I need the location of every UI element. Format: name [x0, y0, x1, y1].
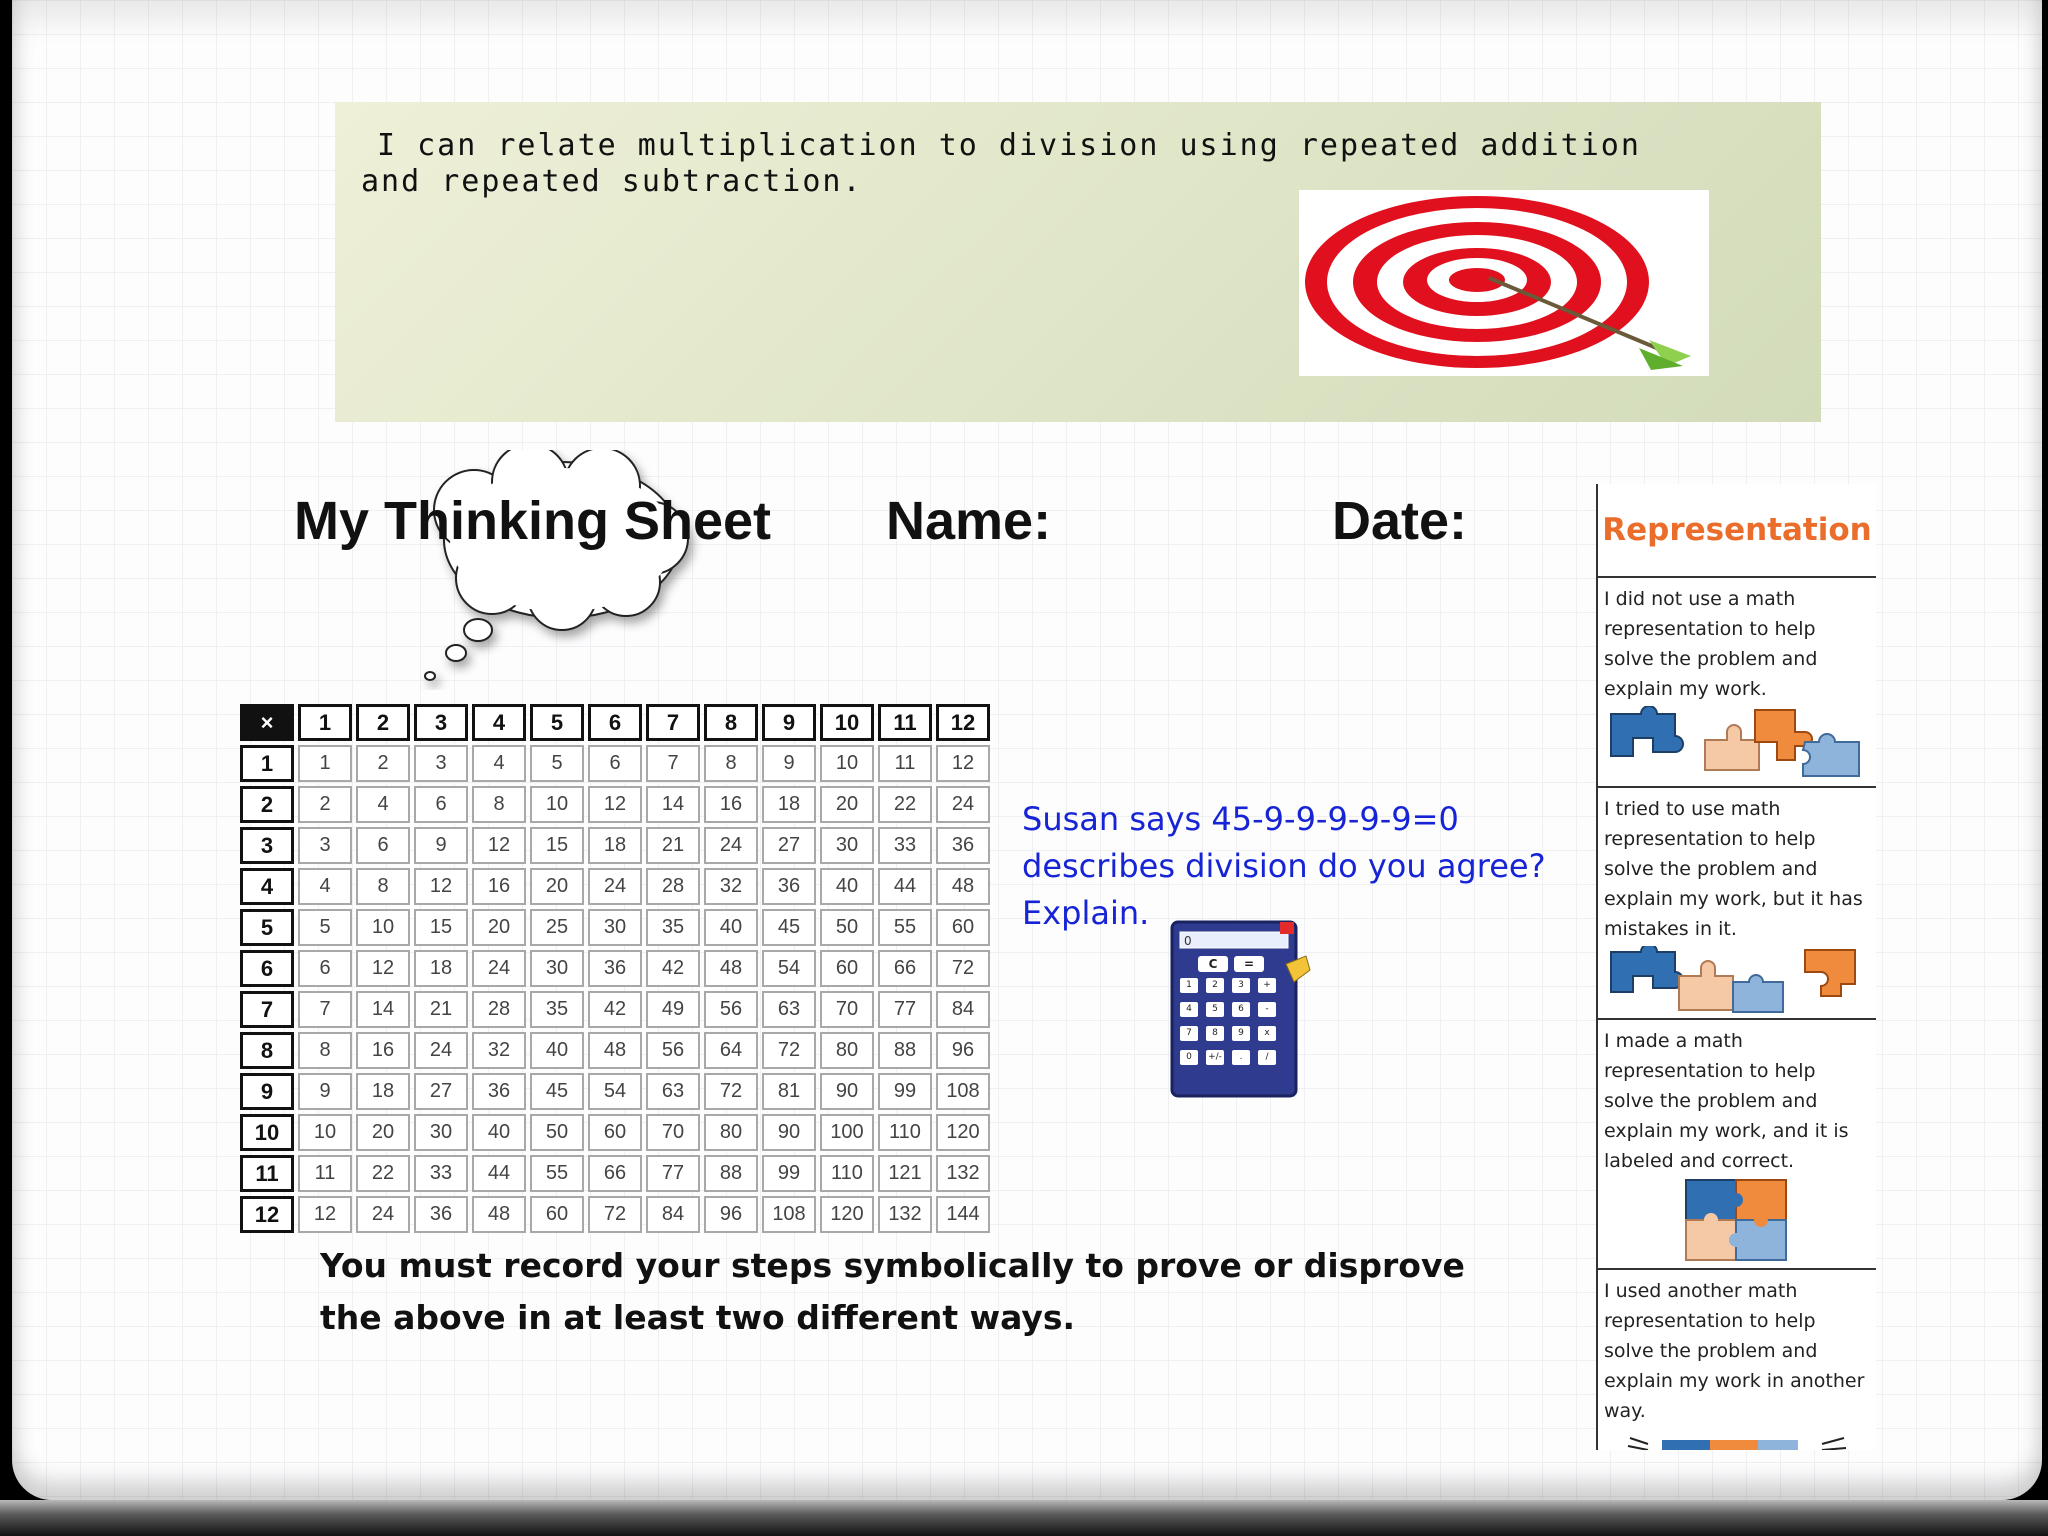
- table-cell: 110: [878, 1114, 932, 1151]
- table-cell: 100: [820, 1114, 874, 1151]
- rubric-level-2: [1598, 788, 1876, 1020]
- calc-key: =: [1234, 956, 1264, 972]
- table-cell: 18: [762, 786, 816, 823]
- table-cell: 72: [762, 1032, 816, 1069]
- table-cell: 33: [414, 1155, 468, 1192]
- table-cell: 4: [356, 786, 410, 823]
- table-cell: 55: [878, 909, 932, 946]
- slide: [12, 0, 2042, 1500]
- table-cell: 33: [878, 827, 932, 864]
- table-cell: 9: [762, 745, 816, 782]
- puzzle-pieces-attempt-icon: [1605, 946, 1869, 1016]
- learning-objective: I can relate multiplication to division using repeated addition and repeated subtraction.: [361, 128, 1641, 199]
- table-cell: 27: [762, 827, 816, 864]
- slide-bottom-edge: [0, 1500, 2048, 1536]
- table-row-header: 1: [240, 745, 294, 782]
- table-cell: 49: [646, 991, 700, 1028]
- multiplication-table: [236, 700, 994, 1237]
- table-cell: 8: [472, 786, 526, 823]
- puzzle-pieces-another-way-icon: [1622, 1428, 1852, 1450]
- table-cell: 3: [414, 745, 468, 782]
- table-cell: 30: [588, 909, 642, 946]
- calc-key: /: [1258, 1050, 1276, 1065]
- table-cell: 40: [472, 1114, 526, 1151]
- table-cell: 90: [820, 1073, 874, 1110]
- calc-key: 2: [1206, 978, 1224, 993]
- table-cell: 24: [704, 827, 758, 864]
- table-cell: 6: [414, 786, 468, 823]
- table-cell: 132: [878, 1196, 932, 1233]
- table-cell: 50: [530, 1114, 584, 1151]
- rubric-level-text: I did not use a math representation to help solve the problem and explain my work.: [1604, 588, 1818, 700]
- table-cell: 50: [820, 909, 874, 946]
- table-cell: 5: [530, 745, 584, 782]
- table-cell: 4: [472, 745, 526, 782]
- table-cell: 8: [298, 1032, 352, 1069]
- table-cell: 99: [878, 1073, 932, 1110]
- table-cell: 6: [356, 827, 410, 864]
- table-cell: 84: [646, 1196, 700, 1233]
- table-row: [240, 1073, 990, 1110]
- table-cell: 40: [820, 868, 874, 905]
- table-cell: 144: [936, 1196, 990, 1233]
- table-column-header: 2: [356, 704, 410, 741]
- table-header-row: [240, 704, 990, 741]
- table-row: [240, 991, 990, 1028]
- table-cell: 54: [588, 1073, 642, 1110]
- table-cell: 12: [472, 827, 526, 864]
- table-row-header: 9: [240, 1073, 294, 1110]
- table-cell: 22: [878, 786, 932, 823]
- table-cell: 48: [704, 950, 758, 987]
- table-cell: 16: [704, 786, 758, 823]
- table-row: [240, 1155, 990, 1192]
- table-cell: 24: [472, 950, 526, 987]
- calc-key: +: [1258, 978, 1276, 993]
- table-cell: 40: [530, 1032, 584, 1069]
- table-cell: 24: [936, 786, 990, 823]
- calc-key: +/-: [1206, 1050, 1224, 1065]
- representation-rubric: [1596, 484, 1876, 1450]
- table-cell: 72: [936, 950, 990, 987]
- table-cell: 2: [356, 745, 410, 782]
- table-cell: 20: [472, 909, 526, 946]
- table-cell: 18: [414, 950, 468, 987]
- table-column-header: 11: [878, 704, 932, 741]
- table-row-header: 5: [240, 909, 294, 946]
- table-row-header: 8: [240, 1032, 294, 1069]
- table-cell: 96: [936, 1032, 990, 1069]
- table-row: [240, 786, 990, 823]
- table-cell: 64: [704, 1032, 758, 1069]
- puzzle-pieces-apart-icon: [1605, 706, 1869, 778]
- table-cell: 90: [762, 1114, 816, 1151]
- table-row: [240, 1114, 990, 1151]
- table-column-header: 6: [588, 704, 642, 741]
- table-cell: 35: [646, 909, 700, 946]
- table-cell: 11: [878, 745, 932, 782]
- calc-key: 6: [1232, 1002, 1250, 1017]
- table-cell: 48: [588, 1032, 642, 1069]
- table-cell: 20: [356, 1114, 410, 1151]
- table-cell: 56: [704, 991, 758, 1028]
- table-row-header: 6: [240, 950, 294, 987]
- date-label: Date:: [1332, 491, 1468, 551]
- table-cell: 88: [704, 1155, 758, 1192]
- table-cell: 16: [356, 1032, 410, 1069]
- table-cell: 44: [878, 868, 932, 905]
- table-cell: 40: [704, 909, 758, 946]
- table-cell: 10: [820, 745, 874, 782]
- table-row-header: 4: [240, 868, 294, 905]
- calc-display: 0: [1184, 934, 1192, 948]
- table-row-header: 10: [240, 1114, 294, 1151]
- table-cell: 108: [936, 1073, 990, 1110]
- table-corner-cell: ×: [240, 704, 294, 741]
- table-cell: 36: [762, 868, 816, 905]
- calc-key: 4: [1180, 1002, 1198, 1017]
- table-row: [240, 827, 990, 864]
- table-cell: 6: [588, 745, 642, 782]
- table-cell: 5: [298, 909, 352, 946]
- table-cell: 45: [762, 909, 816, 946]
- table-row: [240, 868, 990, 905]
- table-cell: 16: [472, 868, 526, 905]
- table-cell: 110: [820, 1155, 874, 1192]
- table-cell: 14: [356, 991, 410, 1028]
- table-cell: 6: [298, 950, 352, 987]
- table-cell: 18: [588, 827, 642, 864]
- table-cell: 120: [820, 1196, 874, 1233]
- table-cell: 84: [936, 991, 990, 1028]
- calc-key: 5: [1206, 1002, 1224, 1017]
- table-cell: 30: [414, 1114, 468, 1151]
- table-cell: 72: [704, 1073, 758, 1110]
- table-cell: 9: [414, 827, 468, 864]
- table-cell: 48: [472, 1196, 526, 1233]
- table-cell: 70: [646, 1114, 700, 1151]
- prompt-line: describes division do you agree?: [1022, 847, 1546, 885]
- table-row-header: 12: [240, 1196, 294, 1233]
- table-cell: 20: [820, 786, 874, 823]
- table-cell: 70: [820, 991, 874, 1028]
- table-cell: 56: [646, 1032, 700, 1069]
- table-cell: 7: [298, 991, 352, 1028]
- problem-prompt: [1022, 796, 1562, 937]
- table-cell: 30: [530, 950, 584, 987]
- table-column-header: 10: [820, 704, 874, 741]
- rubric-level-3: [1598, 1020, 1876, 1270]
- table-cell: 3: [298, 827, 352, 864]
- calc-key: 9: [1232, 1026, 1250, 1041]
- table-cell: 66: [588, 1155, 642, 1192]
- rubric-level-1: [1598, 578, 1876, 788]
- table-cell: 32: [472, 1032, 526, 1069]
- calc-key: 8: [1206, 1026, 1224, 1041]
- rubric-title: Representation: [1598, 484, 1876, 578]
- table-cell: 11: [298, 1155, 352, 1192]
- table-row: [240, 950, 990, 987]
- table-cell: 96: [704, 1196, 758, 1233]
- table-cell: 24: [356, 1196, 410, 1233]
- table-cell: 24: [588, 868, 642, 905]
- target-icon: [1299, 190, 1709, 376]
- table-cell: 8: [356, 868, 410, 905]
- table-cell: 77: [878, 991, 932, 1028]
- table-cell: 8: [704, 745, 758, 782]
- table-cell: 21: [414, 991, 468, 1028]
- table-cell: 60: [588, 1114, 642, 1151]
- sheet-title: My Thinking Sheet: [294, 491, 772, 551]
- calc-key: C: [1198, 956, 1228, 972]
- prompt-line: Explain.: [1022, 894, 1150, 932]
- rubric-level-text: I tried to use math representation to help solve the problem and explain my work, but it has mistakes in it.: [1604, 798, 1863, 940]
- table-row-header: 11: [240, 1155, 294, 1192]
- table-row: [240, 1032, 990, 1069]
- table-cell: 32: [704, 868, 758, 905]
- table-column-header: 9: [762, 704, 816, 741]
- table-column-header: 7: [646, 704, 700, 741]
- table-cell: 35: [530, 991, 584, 1028]
- table-row: [240, 909, 990, 946]
- table-cell: 1: [298, 745, 352, 782]
- table-cell: 21: [646, 827, 700, 864]
- table-cell: 77: [646, 1155, 700, 1192]
- table-cell: 99: [762, 1155, 816, 1192]
- table-row: [240, 745, 990, 782]
- table-cell: 36: [472, 1073, 526, 1110]
- rubric-level-4: [1598, 1270, 1876, 1450]
- calc-key: 0: [1180, 1050, 1198, 1065]
- table-cell: 12: [356, 950, 410, 987]
- table-cell: 36: [936, 827, 990, 864]
- table-cell: 66: [878, 950, 932, 987]
- calc-key: 3: [1232, 978, 1250, 993]
- table-cell: 18: [356, 1073, 410, 1110]
- table-row-header: 3: [240, 827, 294, 864]
- table-column-header: 4: [472, 704, 526, 741]
- table-cell: 81: [762, 1073, 816, 1110]
- table-cell: 120: [936, 1114, 990, 1151]
- table-row-header: 2: [240, 786, 294, 823]
- table-cell: 4: [298, 868, 352, 905]
- table-cell: 15: [530, 827, 584, 864]
- table-cell: 10: [530, 786, 584, 823]
- table-cell: 63: [646, 1073, 700, 1110]
- table-cell: 60: [936, 909, 990, 946]
- puzzle-pieces-complete-icon: [1682, 1178, 1792, 1264]
- table-cell: 60: [530, 1196, 584, 1233]
- table-cell: 54: [762, 950, 816, 987]
- calc-key: 1: [1180, 978, 1198, 993]
- table-cell: 24: [414, 1032, 468, 1069]
- table-cell: 45: [530, 1073, 584, 1110]
- table-cell: 10: [356, 909, 410, 946]
- table-column-header: 3: [414, 704, 468, 741]
- name-label: Name:: [886, 491, 1052, 551]
- table-cell: 27: [414, 1073, 468, 1110]
- calculator-icon: [1170, 920, 1312, 1100]
- table-cell: 12: [588, 786, 642, 823]
- table-cell: 7: [646, 745, 700, 782]
- table-cell: 30: [820, 827, 874, 864]
- table-cell: 20: [530, 868, 584, 905]
- table-column-header: 8: [704, 704, 758, 741]
- table-cell: 44: [472, 1155, 526, 1192]
- table-cell: 28: [472, 991, 526, 1028]
- calc-key: .: [1232, 1050, 1250, 1065]
- table-column-header: 1: [298, 704, 352, 741]
- learning-target-banner: [335, 102, 1821, 422]
- table-cell: 55: [530, 1155, 584, 1192]
- table-cell: 88: [878, 1032, 932, 1069]
- table-row-header: 7: [240, 991, 294, 1028]
- calc-key: -: [1258, 1002, 1276, 1017]
- table-cell: 60: [820, 950, 874, 987]
- table-cell: 36: [588, 950, 642, 987]
- table-cell: 28: [646, 868, 700, 905]
- thought-cloud-icon: [412, 450, 712, 690]
- table-cell: 10: [298, 1114, 352, 1151]
- calculator-keypad: [1180, 956, 1286, 1065]
- table-cell: 12: [414, 868, 468, 905]
- table-cell: 42: [588, 991, 642, 1028]
- table-cell: 72: [588, 1196, 642, 1233]
- table-cell: 48: [936, 868, 990, 905]
- calc-key: 7: [1180, 1026, 1198, 1041]
- table-cell: 80: [704, 1114, 758, 1151]
- table-cell: 2: [298, 786, 352, 823]
- rubric-level-text: I used another math representation to help solve the problem and explain my work in another way.: [1604, 1280, 1865, 1422]
- table-row: [240, 1196, 990, 1233]
- table-cell: 80: [820, 1032, 874, 1069]
- table-cell: 121: [878, 1155, 932, 1192]
- table-cell: 63: [762, 991, 816, 1028]
- calc-key: x: [1258, 1026, 1276, 1041]
- table-cell: 36: [414, 1196, 468, 1233]
- prompt-line: Susan says 45-9-9-9-9-9=0: [1022, 800, 1459, 838]
- table-cell: 15: [414, 909, 468, 946]
- table-cell: 22: [356, 1155, 410, 1192]
- table-cell: 108: [762, 1196, 816, 1233]
- rubric-level-text: I made a math representation to help solve the problem and explain my work, and it is labeled and correct.: [1604, 1030, 1849, 1172]
- table-cell: 12: [936, 745, 990, 782]
- table-cell: 132: [936, 1155, 990, 1192]
- table-cell: 25: [530, 909, 584, 946]
- instruction-text: You must record your steps symbolically to prove or disprove the above in at least two different ways.: [320, 1246, 1465, 1337]
- table-column-header: 5: [530, 704, 584, 741]
- table-cell: 9: [298, 1073, 352, 1110]
- table-column-header: 12: [936, 704, 990, 741]
- table-cell: 14: [646, 786, 700, 823]
- table-cell: 12: [298, 1196, 352, 1233]
- table-cell: 42: [646, 950, 700, 987]
